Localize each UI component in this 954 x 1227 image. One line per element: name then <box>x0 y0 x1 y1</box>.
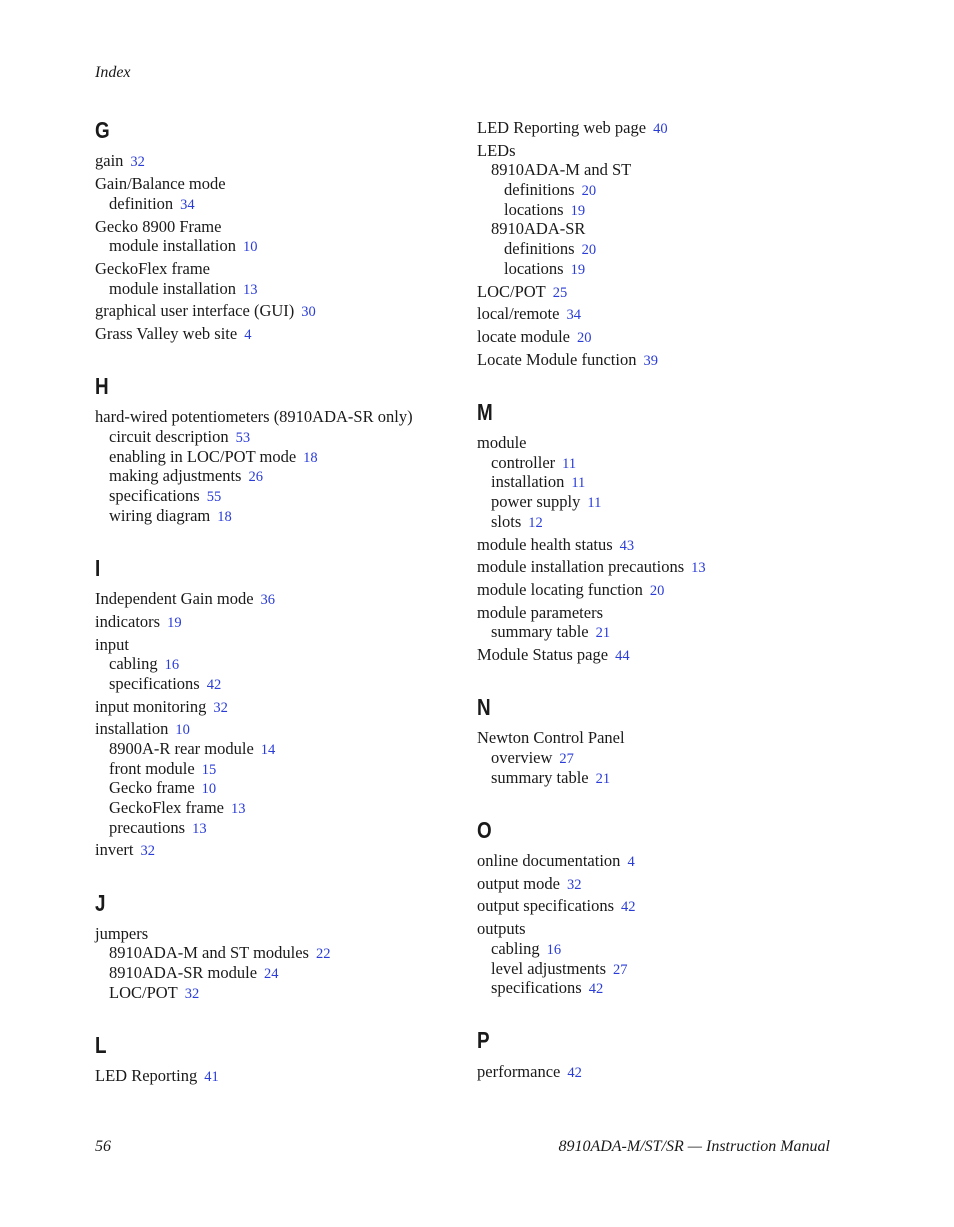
index-entry: LED Reporting web page 40 <box>477 118 668 137</box>
index-subentry: summary table 21 <box>491 768 611 787</box>
index-entry: module <box>477 433 527 452</box>
index-entry: performance 42 <box>477 1062 582 1081</box>
page-link[interactable]: 27 <box>559 751 574 767</box>
page-link[interactable]: 10 <box>201 781 217 797</box>
index-subentry: front module 15 <box>109 759 217 778</box>
index-entry: invert 32 <box>95 840 155 859</box>
index-entry: locate module 20 <box>477 327 592 346</box>
page-link[interactable]: 53 <box>235 430 251 446</box>
page-link[interactable]: 44 <box>615 648 630 664</box>
index-subentry: locations 19 <box>504 200 586 219</box>
index-entry: module parameters <box>477 603 603 622</box>
page-link[interactable]: 55 <box>206 489 222 505</box>
page-link[interactable]: 19 <box>167 615 182 631</box>
index-subentry: 8900A-R rear module 14 <box>109 739 276 758</box>
page-link[interactable]: 15 <box>201 762 217 778</box>
page-link[interactable]: 18 <box>303 450 318 466</box>
index-entry: LEDs <box>477 141 516 160</box>
index-subentry: 8910ADA-M and ST <box>491 160 632 179</box>
page-link[interactable]: 41 <box>204 1069 219 1085</box>
index-entry: Locate Module function 39 <box>477 350 658 369</box>
page-link[interactable]: 19 <box>570 262 586 278</box>
section-letter-g: G <box>95 117 110 143</box>
index-subentry: power supply 11 <box>491 492 602 511</box>
page-link[interactable]: 11 <box>571 475 586 491</box>
index-subentry: Gecko frame 10 <box>109 778 217 797</box>
index-subentry: installation 11 <box>491 472 586 491</box>
index-subentry: level adjustments 27 <box>491 959 628 978</box>
index-subentry: definitions 20 <box>504 239 597 258</box>
footer-manual-title: 8910ADA-M/ST/SR — Instruction Manual <box>558 1138 830 1155</box>
index-entry: GeckoFlex frame <box>95 259 210 278</box>
page-link[interactable]: 16 <box>164 657 180 673</box>
page-link[interactable]: 39 <box>643 353 658 369</box>
page-link[interactable]: 32 <box>140 843 155 859</box>
index-entry: LOC/POT 25 <box>477 282 568 301</box>
page-link[interactable]: 20 <box>649 583 665 599</box>
index-entry: online documentation 4 <box>477 851 635 870</box>
index-entry: output specifications 42 <box>477 896 636 915</box>
page-link[interactable]: 32 <box>130 154 145 170</box>
index-subentry: overview 27 <box>491 748 574 767</box>
page-link[interactable]: 30 <box>301 304 316 320</box>
page-link[interactable]: 10 <box>175 722 190 738</box>
page-link[interactable]: 42 <box>588 981 604 997</box>
index-entry: Gecko 8900 Frame <box>95 217 222 236</box>
index-subentry: definition 34 <box>109 194 195 213</box>
index-subentry: slots 12 <box>491 512 543 531</box>
page-link[interactable]: 24 <box>264 966 279 982</box>
page-link[interactable]: 34 <box>180 197 195 213</box>
index-subentry: cabling 16 <box>109 654 180 673</box>
running-header: Index <box>95 64 131 81</box>
index-subentry: 8910ADA-M and ST modules 22 <box>109 943 331 962</box>
index-entry: Independent Gain mode 36 <box>95 589 276 608</box>
page-link[interactable]: 42 <box>206 677 222 693</box>
page-link[interactable]: 32 <box>184 986 200 1002</box>
index-subentry: circuit description 53 <box>109 427 251 446</box>
page-link[interactable]: 18 <box>217 509 232 525</box>
page-link[interactable]: 13 <box>242 282 258 298</box>
index-entry: Grass Valley web site 4 <box>95 324 252 343</box>
index-entry: module locating function 20 <box>477 580 665 599</box>
page-link[interactable]: 20 <box>581 242 597 258</box>
index-entry: indicators 19 <box>95 612 182 631</box>
page-link[interactable]: 34 <box>566 307 581 323</box>
page-link[interactable]: 11 <box>587 495 602 511</box>
page-link[interactable]: 4 <box>244 327 252 343</box>
page-link[interactable]: 20 <box>577 330 592 346</box>
index-entry: module installation precautions 13 <box>477 557 706 576</box>
page-link[interactable]: 26 <box>248 469 263 485</box>
section-letter-j: J <box>95 890 106 916</box>
index-entry: input monitoring 32 <box>95 697 228 716</box>
index-entry: outputs <box>477 919 526 938</box>
section-letter-n: N <box>477 694 491 720</box>
page-link[interactable]: 11 <box>562 456 577 472</box>
index-subentry: definitions 20 <box>504 180 597 199</box>
index-subentry: wiring diagram 18 <box>109 506 232 525</box>
index-subentry: 8910ADA-SR <box>491 219 586 238</box>
index-subentry: GeckoFlex frame 13 <box>109 798 246 817</box>
page-link[interactable]: 20 <box>581 183 597 199</box>
page-link[interactable]: 25 <box>552 285 568 301</box>
page-link[interactable]: 19 <box>570 203 586 219</box>
index-entry: gain 32 <box>95 151 145 170</box>
page-link[interactable]: 13 <box>691 560 706 576</box>
index-entry: LED Reporting 41 <box>95 1066 219 1085</box>
index-subentry: module installation 10 <box>109 236 258 255</box>
index-subentry: specifications 42 <box>491 978 604 997</box>
page-link[interactable]: 42 <box>567 1065 582 1081</box>
index-subentry: specifications 42 <box>109 674 222 693</box>
page-link[interactable]: 43 <box>619 538 635 554</box>
index-entry: hard-wired potentiometers (8910ADA-SR only) <box>95 407 413 426</box>
page-link[interactable]: 36 <box>260 592 276 608</box>
section-letter-p: P <box>477 1027 490 1053</box>
index-subentry: enabling in LOC/POT mode 18 <box>109 447 318 466</box>
section-letter-i: I <box>95 555 101 581</box>
page-link[interactable]: 27 <box>613 962 628 978</box>
index-subentry: 8910ADA-SR module 24 <box>109 963 279 982</box>
index-subentry: specifications 55 <box>109 486 222 505</box>
page-link[interactable]: 42 <box>621 899 636 915</box>
page-link[interactable]: 4 <box>627 854 635 870</box>
index-entry: module health status 43 <box>477 535 635 554</box>
index-entry: output mode 32 <box>477 874 582 893</box>
section-letter-o: O <box>477 817 492 843</box>
index-subentry: module installation 13 <box>109 279 258 298</box>
page-link[interactable]: 14 <box>260 742 276 758</box>
index-entry: installation 10 <box>95 719 190 738</box>
page-link[interactable]: 32 <box>213 700 228 716</box>
section-letter-h: H <box>95 373 109 399</box>
section-letter-m: M <box>477 399 493 425</box>
page-link[interactable]: 16 <box>546 942 562 958</box>
page-link[interactable]: 22 <box>315 946 331 962</box>
index-subentry: making adjustments 26 <box>109 466 263 485</box>
index-entry: local/remote 34 <box>477 304 581 323</box>
index-subentry: locations 19 <box>504 259 586 278</box>
index-entry: jumpers <box>95 924 149 943</box>
page-link[interactable]: 21 <box>595 625 611 641</box>
page-link[interactable]: 10 <box>242 239 258 255</box>
index-entry: Module Status page 44 <box>477 645 630 664</box>
section-letter-l: L <box>95 1032 107 1058</box>
index-subentry: summary table 21 <box>491 622 611 641</box>
index-subentry: precautions 13 <box>109 818 207 837</box>
index-subentry: controller 11 <box>491 453 577 472</box>
page-link[interactable]: 32 <box>566 877 582 893</box>
page-link[interactable]: 21 <box>595 771 611 787</box>
index-entry: Gain/Balance mode <box>95 174 226 193</box>
index-entry: Newton Control Panel <box>477 728 625 747</box>
index-subentry: LOC/POT 32 <box>109 983 200 1002</box>
page-link[interactable]: 13 <box>231 801 246 817</box>
index-entry: input <box>95 635 129 654</box>
index-entry: graphical user interface (GUI) 30 <box>95 301 316 320</box>
page-link[interactable]: 13 <box>192 821 207 837</box>
page-link[interactable]: 40 <box>653 121 668 137</box>
footer-page-number: 56 <box>95 1138 111 1155</box>
index-subentry: cabling 16 <box>491 939 562 958</box>
page-link[interactable]: 12 <box>528 515 543 531</box>
